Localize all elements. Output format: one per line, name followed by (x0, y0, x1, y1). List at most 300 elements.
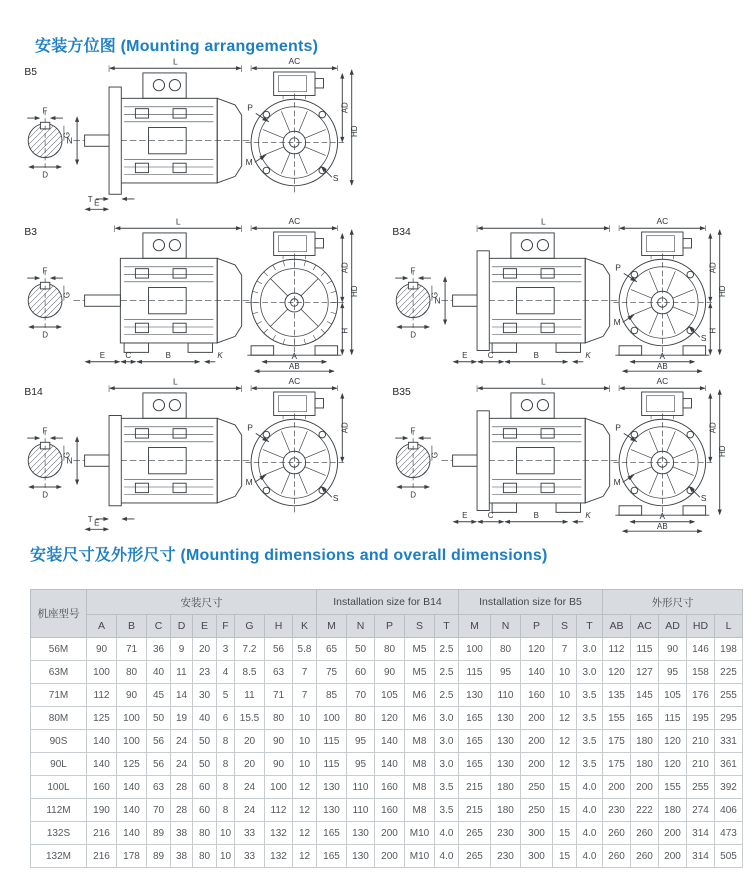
value-cell: 190 (87, 799, 117, 822)
table-row (31, 638, 743, 661)
value-cell: 361 (715, 753, 743, 776)
value-cell: 70 (147, 799, 171, 822)
value-cell: M8 (405, 776, 435, 799)
value-cell: 80 (265, 707, 293, 730)
value-cell: 56 (265, 638, 293, 661)
table-row (31, 730, 743, 753)
value-cell: 12 (293, 822, 317, 845)
table-row (31, 845, 743, 868)
value-cell: 300 (521, 822, 553, 845)
value-cell: 200 (631, 776, 659, 799)
figure-B35 (378, 376, 746, 536)
svg-text:B14: B14 (24, 386, 43, 398)
value-cell: 3.0 (577, 638, 603, 661)
value-cell: 60 (193, 776, 217, 799)
value-cell: 90 (87, 638, 117, 661)
col-header: H (265, 615, 293, 638)
front-view (245, 225, 353, 373)
value-cell: 4.0 (435, 822, 459, 845)
value-cell: 146 (687, 638, 715, 661)
value-cell: 274 (687, 799, 715, 822)
value-cell: 112 (87, 684, 117, 707)
mounting-title-text: 安装方位图 (Mounting arrangements) (35, 38, 319, 55)
value-cell: 100 (87, 661, 117, 684)
svg-text:N: N (434, 295, 441, 306)
svg-text:B5: B5 (24, 66, 38, 78)
value-cell: 140 (117, 799, 147, 822)
value-cell: 2.5 (435, 661, 459, 684)
value-cell: 180 (631, 730, 659, 753)
value-cell: 260 (631, 845, 659, 868)
value-cell: 15 (553, 776, 577, 799)
value-cell: 130 (491, 730, 521, 753)
group-header-3: Installation size for B5 (459, 590, 603, 615)
value-cell: 175 (603, 753, 631, 776)
value-cell: 180 (631, 753, 659, 776)
col-header: AC (631, 615, 659, 638)
value-cell: 60 (193, 799, 217, 822)
svg-text:L: L (175, 216, 181, 227)
col-header: AD (659, 615, 687, 638)
svg-text:D: D (42, 330, 48, 340)
svg-text:P: P (247, 422, 253, 433)
value-cell: 28 (171, 799, 193, 822)
value-cell: 56 (147, 730, 171, 753)
value-cell: 95 (347, 753, 375, 776)
svg-text:HD: HD (717, 285, 727, 298)
value-cell: 12 (553, 707, 577, 730)
value-cell: 8 (217, 776, 235, 799)
svg-text:F: F (410, 266, 416, 276)
value-cell: 90 (375, 661, 405, 684)
side-view (73, 225, 252, 363)
value-cell: 180 (659, 799, 687, 822)
svg-text:S: S (700, 493, 707, 504)
value-cell: 125 (87, 707, 117, 730)
value-cell: 160 (375, 776, 405, 799)
svg-text:M: M (613, 317, 621, 328)
svg-text:C: C (487, 351, 494, 361)
value-cell: 178 (117, 845, 147, 868)
value-cell: 95 (491, 661, 521, 684)
value-cell: M6 (405, 684, 435, 707)
value-cell: 3.5 (577, 730, 603, 753)
dimensions-title-text: 安装尺寸及外形尺寸 (Mounting dimensions and overall dimensions) (30, 547, 548, 564)
figure-drawing-B14 (10, 376, 368, 534)
model-cell: 90S (31, 730, 87, 753)
value-cell: 130 (491, 707, 521, 730)
value-cell: 250 (521, 776, 553, 799)
table-row (31, 684, 743, 707)
value-cell: 115 (631, 638, 659, 661)
col-header-model: 机座型号 (31, 590, 87, 638)
value-cell: 50 (147, 707, 171, 730)
value-cell: 10 (217, 845, 235, 868)
value-cell: 216 (87, 845, 117, 868)
value-cell: 89 (147, 845, 171, 868)
value-cell: 200 (375, 822, 405, 845)
figure-row-2 (10, 216, 752, 376)
svg-text:D: D (42, 490, 48, 500)
svg-text:AD: AD (340, 262, 350, 274)
value-cell: 160 (521, 684, 553, 707)
value-cell: 115 (317, 730, 347, 753)
figure-row-1 (10, 56, 752, 216)
value-cell: 155 (603, 707, 631, 730)
value-cell: 4.0 (577, 776, 603, 799)
col-header: M (459, 615, 491, 638)
value-cell: 10 (293, 707, 317, 730)
col-header: C (147, 615, 171, 638)
value-cell: 70 (347, 684, 375, 707)
svg-text:AD: AD (340, 422, 350, 434)
value-cell: 130 (491, 753, 521, 776)
value-cell: 4.0 (577, 799, 603, 822)
front-view (245, 385, 345, 513)
figure-drawing-B34 (378, 216, 736, 374)
value-cell: 200 (375, 845, 405, 868)
value-cell: 85 (317, 684, 347, 707)
svg-text:H: H (708, 327, 718, 334)
value-cell: 112 (265, 799, 293, 822)
svg-text:S: S (700, 333, 707, 344)
figure-drawing-B5 (10, 56, 368, 214)
figure-lines (395, 225, 722, 373)
svg-text:F: F (42, 106, 48, 116)
value-cell: 132 (265, 822, 293, 845)
value-cell: 505 (715, 845, 743, 868)
table-row (31, 776, 743, 799)
svg-text:AB: AB (657, 361, 668, 371)
value-cell: 265 (459, 845, 491, 868)
value-cell: 255 (715, 684, 743, 707)
svg-text:AD: AD (340, 102, 350, 114)
value-cell: 200 (521, 730, 553, 753)
value-cell: 314 (687, 845, 715, 868)
value-cell: 10 (217, 822, 235, 845)
value-cell: 110 (347, 799, 375, 822)
value-cell: 165 (459, 753, 491, 776)
value-cell: 50 (193, 753, 217, 776)
value-cell: 3.0 (435, 707, 459, 730)
figure-drawing-B35 (378, 376, 736, 534)
value-cell: 127 (631, 661, 659, 684)
value-cell: 36 (147, 638, 171, 661)
svg-text:D: D (410, 330, 416, 340)
figure-lines (395, 385, 722, 533)
value-cell: M5 (405, 638, 435, 661)
value-cell: 112 (603, 638, 631, 661)
value-cell: 140 (117, 776, 147, 799)
svg-text:L: L (173, 56, 178, 67)
value-cell: 24 (171, 730, 193, 753)
value-cell: 71 (117, 638, 147, 661)
group-header-4: 外形尺寸 (603, 590, 743, 615)
svg-text:L: L (541, 376, 546, 387)
svg-text:G: G (62, 131, 72, 139)
svg-text:HD: HD (717, 445, 727, 458)
side-view (441, 225, 620, 363)
svg-text:E: E (99, 351, 106, 361)
svg-text:B3: B3 (24, 226, 38, 238)
side-view (73, 385, 252, 531)
value-cell: 45 (147, 684, 171, 707)
col-header: A (87, 615, 117, 638)
value-cell: 11 (171, 661, 193, 684)
value-cell: 24 (171, 753, 193, 776)
svg-text:AB: AB (657, 521, 668, 531)
svg-text:A: A (659, 351, 665, 361)
value-cell: 160 (375, 799, 405, 822)
model-cell: 56M (31, 638, 87, 661)
value-cell: 260 (631, 822, 659, 845)
value-cell: 10 (553, 661, 577, 684)
svg-text:B35: B35 (392, 386, 411, 398)
svg-text:AC: AC (288, 376, 301, 386)
value-cell: 198 (715, 638, 743, 661)
svg-text:AB: AB (289, 361, 300, 371)
svg-text:E: E (94, 518, 100, 528)
value-cell: 63 (265, 661, 293, 684)
svg-text:HD: HD (349, 125, 359, 138)
shaft-section (395, 431, 432, 491)
value-cell: 7 (293, 661, 317, 684)
value-cell: 3.5 (577, 707, 603, 730)
table-row (31, 822, 743, 845)
value-cell: 230 (491, 822, 521, 845)
svg-text:E: E (94, 198, 100, 208)
value-cell: 140 (521, 661, 553, 684)
value-cell: 8.5 (235, 661, 265, 684)
value-cell: 12 (293, 799, 317, 822)
figure-lines (27, 65, 354, 211)
value-cell: 10 (553, 684, 577, 707)
col-header: S (553, 615, 577, 638)
value-cell: 140 (87, 730, 117, 753)
value-cell: 230 (491, 845, 521, 868)
value-cell: 473 (715, 822, 743, 845)
svg-text:T: T (87, 514, 93, 524)
value-cell: 140 (375, 753, 405, 776)
value-cell: 331 (715, 730, 743, 753)
value-cell: 24 (235, 799, 265, 822)
value-cell: 4.0 (577, 845, 603, 868)
value-cell: 230 (603, 799, 631, 822)
col-header: K (293, 615, 317, 638)
value-cell: 15 (553, 845, 577, 868)
value-cell: 20 (193, 638, 217, 661)
figure-B5 (10, 56, 378, 216)
value-cell: 80 (491, 638, 521, 661)
col-header: G (235, 615, 265, 638)
value-cell: 89 (147, 822, 171, 845)
figure-B14 (10, 376, 378, 536)
value-cell: 120 (375, 707, 405, 730)
value-cell: 260 (603, 845, 631, 868)
svg-text:B34: B34 (392, 226, 411, 238)
value-cell: 225 (715, 661, 743, 684)
col-header: P (521, 615, 553, 638)
value-cell: 130 (459, 684, 491, 707)
value-cell: 100 (317, 707, 347, 730)
model-cell: 100L (31, 776, 87, 799)
col-header: N (347, 615, 375, 638)
value-cell: 195 (687, 707, 715, 730)
svg-text:A: A (659, 511, 665, 521)
value-cell: 105 (659, 684, 687, 707)
svg-text:G: G (62, 291, 72, 299)
value-cell: 200 (603, 776, 631, 799)
value-cell: 110 (491, 684, 521, 707)
value-cell: 130 (317, 799, 347, 822)
svg-text:AC: AC (288, 56, 301, 66)
value-cell: 10 (293, 730, 317, 753)
value-cell: 3.0 (435, 730, 459, 753)
svg-text:L: L (173, 376, 178, 387)
table-row (31, 707, 743, 730)
value-cell: 300 (521, 845, 553, 868)
col-header: N (491, 615, 521, 638)
figure-lines (27, 225, 354, 373)
value-cell: 3 (217, 638, 235, 661)
col-header: M (317, 615, 347, 638)
value-cell: 115 (659, 707, 687, 730)
value-cell: 250 (521, 799, 553, 822)
value-cell: 14 (171, 684, 193, 707)
svg-text:D: D (410, 490, 416, 500)
svg-text:H: H (340, 327, 350, 334)
value-cell: 33 (235, 822, 265, 845)
svg-text:P: P (615, 262, 621, 273)
value-cell: M10 (405, 822, 435, 845)
table-row (31, 799, 743, 822)
front-view (613, 225, 721, 373)
value-cell: 135 (603, 684, 631, 707)
value-cell: 120 (603, 661, 631, 684)
group-header-1: 安装尺寸 (87, 590, 317, 615)
svg-text:AC: AC (656, 376, 669, 386)
value-cell: 175 (603, 730, 631, 753)
value-cell: 2.5 (435, 638, 459, 661)
svg-text:S: S (332, 493, 339, 504)
table-row (31, 661, 743, 684)
svg-text:G: G (430, 291, 440, 299)
svg-text:A: A (291, 351, 297, 361)
side-view (441, 385, 620, 523)
col-header: B (117, 615, 147, 638)
dimensions-table (30, 589, 743, 868)
svg-text:C: C (487, 511, 494, 521)
value-cell: 222 (631, 799, 659, 822)
value-cell: 60 (347, 661, 375, 684)
svg-text:HD: HD (349, 285, 359, 298)
shaft-section (27, 111, 64, 171)
shaft-section (27, 271, 64, 331)
svg-text:P: P (615, 422, 621, 433)
value-cell: 176 (687, 684, 715, 707)
value-cell: 165 (317, 845, 347, 868)
value-cell: 90 (265, 730, 293, 753)
col-header: F (217, 615, 235, 638)
value-cell: M8 (405, 753, 435, 776)
value-cell: 200 (659, 845, 687, 868)
value-cell: 5.8 (293, 638, 317, 661)
value-cell: 215 (459, 776, 491, 799)
svg-text:D: D (42, 170, 48, 180)
value-cell: 3.5 (435, 799, 459, 822)
value-cell: 3.0 (577, 661, 603, 684)
section-title-dimensions (30, 542, 548, 565)
svg-text:B: B (533, 351, 539, 361)
value-cell: 120 (521, 638, 553, 661)
model-cell: 71M (31, 684, 87, 707)
value-cell: 5 (217, 684, 235, 707)
col-header: HD (687, 615, 715, 638)
value-cell: 200 (521, 707, 553, 730)
value-cell: 200 (659, 822, 687, 845)
value-cell: 90 (659, 638, 687, 661)
value-cell: 165 (631, 707, 659, 730)
svg-text:S: S (332, 173, 339, 184)
value-cell: 265 (459, 822, 491, 845)
svg-text:F: F (410, 426, 416, 436)
value-cell: 33 (235, 845, 265, 868)
value-cell: 115 (317, 753, 347, 776)
value-cell: 125 (117, 753, 147, 776)
col-header: L (715, 615, 743, 638)
svg-text:N: N (66, 455, 73, 466)
svg-text:E: E (462, 511, 468, 521)
svg-text:P: P (247, 102, 253, 113)
value-cell: 50 (347, 638, 375, 661)
section-title-mounting (35, 33, 318, 56)
value-cell: 95 (659, 661, 687, 684)
value-cell: M5 (405, 661, 435, 684)
value-cell: 15 (553, 799, 577, 822)
svg-text:AC: AC (288, 216, 301, 226)
value-cell: 392 (715, 776, 743, 799)
col-header: P (375, 615, 405, 638)
svg-text:T: T (87, 194, 93, 204)
value-cell: 11 (235, 684, 265, 707)
value-cell: 132 (265, 845, 293, 868)
group-header-2: Installation size for B14 (317, 590, 459, 615)
value-cell: 9 (171, 638, 193, 661)
value-cell: 12 (553, 753, 577, 776)
shaft-section (395, 271, 432, 331)
value-cell: 210 (687, 753, 715, 776)
col-header: S (405, 615, 435, 638)
figure-B3 (10, 216, 378, 376)
value-cell: 200 (521, 753, 553, 776)
value-cell: 28 (171, 776, 193, 799)
svg-text:AD: AD (708, 262, 718, 274)
value-cell: 12 (293, 776, 317, 799)
svg-text:F: F (42, 426, 48, 436)
value-cell: 65 (317, 638, 347, 661)
model-cell: 132M (31, 845, 87, 868)
value-cell: 145 (631, 684, 659, 707)
shaft-section (27, 431, 64, 491)
value-cell: 314 (687, 822, 715, 845)
value-cell: 155 (659, 776, 687, 799)
value-cell: 80 (193, 822, 217, 845)
value-cell: 180 (491, 776, 521, 799)
mounting-figures (10, 56, 752, 536)
value-cell: 105 (375, 684, 405, 707)
value-cell: 3.5 (577, 753, 603, 776)
value-cell: 120 (659, 730, 687, 753)
